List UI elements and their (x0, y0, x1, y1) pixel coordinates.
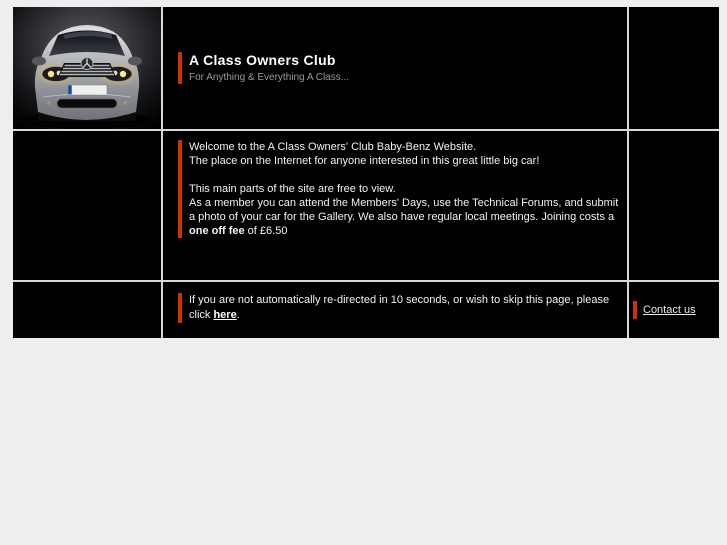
membership-info-text: As a member you can attend the Members' Days, use the Technical Forums, and submit a photo of your car for the Gallery. We also have regular local meetings. Joining costs a (189, 197, 619, 223)
header-cell (163, 7, 627, 129)
site-title: A Class Owners Club (189, 52, 336, 68)
car-photo-cell (13, 7, 161, 129)
redirect-notice-text: If you are not automatically re-directed in 10 seconds, or wish to skip this page, please click (189, 294, 610, 321)
a-class-car-image (13, 7, 161, 129)
contact-cell (629, 282, 719, 338)
welcome-line-1: Welcome to the A Class Owners' Club Baby-Benz Website. (189, 141, 477, 153)
welcome-text (189, 140, 619, 238)
skip-page-link[interactable]: here (213, 309, 237, 321)
one-off-fee-highlight: one off fee (189, 225, 245, 237)
header-right-spacer-cell (629, 7, 719, 129)
site-tagline: For Anything & Everything A Class... (189, 72, 350, 83)
redirect-text (189, 293, 619, 323)
contact-accent-bar (633, 301, 637, 319)
redirect-accent-bar (178, 293, 182, 323)
welcome-accent-bar (178, 140, 182, 238)
fee-amount-text: of £6.50 (244, 225, 288, 237)
welcome-line-2: The place on the Internet for anyone interested in this great little big car! (189, 155, 540, 167)
header-accent-bar (178, 52, 182, 84)
left-spacer-cell (13, 131, 161, 280)
site-layout-table (13, 7, 719, 338)
bottom-left-spacer-cell (13, 282, 161, 338)
redirect-cell (163, 282, 627, 338)
welcome-cell (163, 131, 627, 280)
contact-us-link[interactable]: Contact us (643, 304, 696, 316)
free-to-view-line: This main parts of the site are free to view. (189, 183, 396, 195)
right-spacer-cell (629, 131, 719, 280)
redirect-text-period: . (236, 309, 240, 321)
